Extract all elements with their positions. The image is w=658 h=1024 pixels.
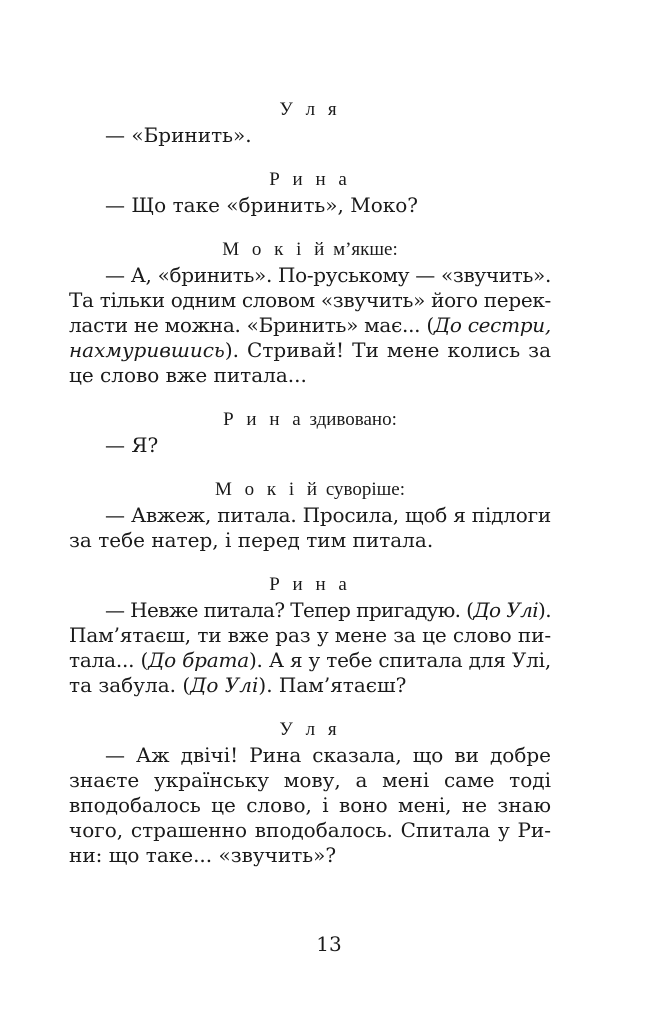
dialogue-block — [69, 571, 551, 698]
line-segment: ). Пам’ятаєш? — [258, 673, 407, 697]
italic-remark: нахмурившись — [69, 338, 225, 362]
line-segment: ). А я у тебе спитала для Улі, — [248, 648, 551, 672]
line-segment: — Я? — [105, 433, 159, 457]
speaker-name: М о к і й — [215, 479, 322, 500]
dialogue-block — [69, 406, 551, 458]
dialogue-block — [69, 166, 551, 218]
speaker-heading — [69, 406, 551, 433]
line-segment: — Що таке «бринить», Моко? — [105, 193, 419, 217]
text-line — [69, 433, 551, 458]
dialogue-block — [69, 476, 551, 553]
speaker-name: Р и н а — [269, 169, 351, 190]
speaker-heading — [69, 166, 551, 193]
line-segment: вподобалось це слово, і воно мені, не знаю — [69, 793, 551, 817]
page-text — [69, 96, 551, 886]
dialogue-block — [69, 236, 551, 388]
text-line — [69, 843, 551, 868]
italic-remark: До сестри, — [433, 313, 551, 337]
speaker-heading — [69, 96, 551, 123]
dialogue-block — [69, 716, 551, 868]
text-line — [69, 768, 551, 793]
speaker-name: М о к і й — [222, 239, 329, 260]
stage-direction: м’якше: — [333, 239, 398, 260]
stage-direction: суворіше: — [325, 479, 405, 500]
line-segment: — Аж двічі! Рина сказала, що ви добре — [105, 743, 551, 767]
text-line — [69, 193, 551, 218]
text-line — [69, 528, 551, 553]
line-segment: це слово вже питала... — [69, 363, 307, 387]
text-line — [69, 623, 551, 648]
text-line — [69, 673, 551, 698]
text-line — [69, 648, 551, 673]
speaker-heading — [69, 476, 551, 503]
text-line — [69, 263, 551, 288]
line-segment: Пам’ятаєш, ти вже раз у мене за це слово пи- — [69, 623, 551, 647]
line-segment: знаєте українську мову, а мені саме тоді — [69, 768, 551, 792]
text-line — [69, 363, 551, 388]
text-line — [69, 123, 551, 148]
speaker-name: Р и н а — [223, 409, 305, 430]
line-segment: — Невже питала? Тепер пригадую. ( — [105, 598, 474, 622]
text-line — [69, 743, 551, 768]
line-segment: тала... ( — [69, 648, 149, 672]
speaker-name: У л я — [279, 99, 341, 120]
page-number: 13 — [316, 932, 342, 956]
text-line — [69, 598, 551, 623]
text-line — [69, 338, 551, 363]
line-segment: ни: що таке... «звучить»? — [69, 843, 337, 867]
italic-remark: До Улі — [473, 598, 539, 622]
stage-direction: здивовано: — [309, 409, 397, 430]
text-line — [69, 288, 551, 313]
dialogue-block — [69, 96, 551, 148]
line-segment: та забула. ( — [69, 673, 191, 697]
line-segment: ласти не можна. «Бринить» має... ( — [69, 313, 434, 337]
line-segment: чого, страшенно вподобалось. Спитала у Ри- — [69, 818, 551, 842]
line-segment: ). — [538, 598, 551, 622]
line-segment: — «Бринить». — [105, 123, 252, 147]
speaker-name: У л я — [279, 719, 341, 740]
line-segment: ). Стривай! Ти мене колись за — [224, 338, 551, 362]
italic-remark: До Улі — [190, 673, 259, 697]
speaker-heading — [69, 716, 551, 743]
speaker-heading — [69, 571, 551, 598]
line-segment: за тебе натер, і перед тим питала. — [69, 528, 434, 552]
line-segment: — Авжеж, питала. Просила, щоб я підлоги — [105, 503, 551, 527]
text-line — [69, 313, 551, 338]
italic-remark: До брата — [148, 648, 249, 672]
line-segment: Та тільки одним словом «звучить» його перек- — [69, 288, 551, 312]
text-line — [69, 503, 551, 528]
speaker-heading — [69, 236, 551, 263]
text-line — [69, 793, 551, 818]
text-line — [69, 818, 551, 843]
speaker-name: Р и н а — [269, 574, 351, 595]
line-segment: — А, «бринить». По-руському — «звучить». — [105, 263, 551, 287]
